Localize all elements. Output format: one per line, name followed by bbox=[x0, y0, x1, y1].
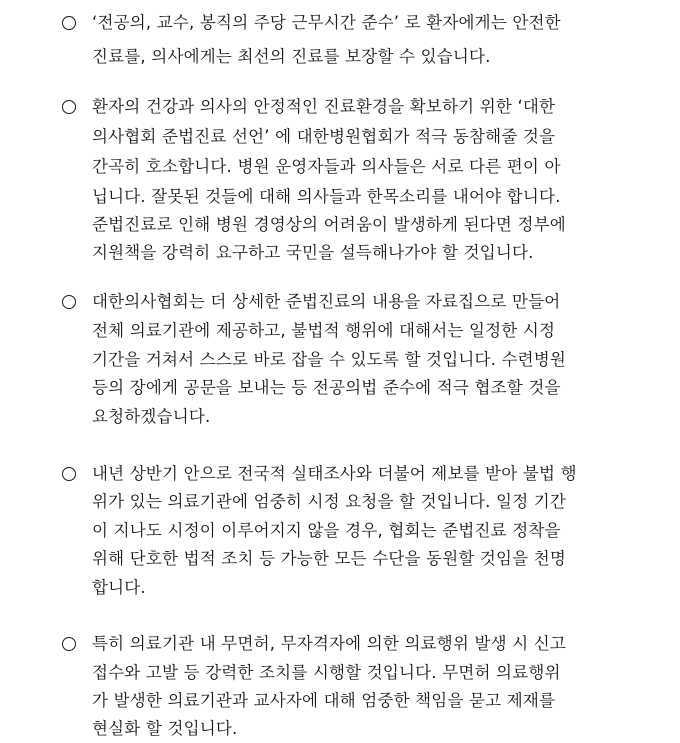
paragraph-line: 환자의 건강과 의사의 안정적인 진료환경을 확보하기 위한 ‘대한 bbox=[92, 97, 556, 116]
paragraph-line: 내년 상반기 안으로 전국적 실태조사와 더불어 제보를 받아 불법 행 bbox=[92, 464, 577, 483]
circle-bullet-icon bbox=[62, 100, 76, 114]
paragraph-line: 위해 단호한 법적 조치 등 가능한 모든 수단을 동원할 것임을 천명 bbox=[92, 549, 567, 568]
paragraph-line: 요청하겠습니다. bbox=[92, 407, 211, 426]
paragraph-line: 대한의사협회는 더 상세한 준법진료의 내용을 자료집으로 만들어 bbox=[92, 292, 561, 311]
paragraph-line: 이 지나도 시정이 이루어지지 않을 경우, 협회는 준법진료 정착을 bbox=[92, 521, 561, 540]
paragraph-line: 기간을 거쳐서 스스로 바로 잡을 수 있도록 할 것입니다. 수련병원 bbox=[92, 350, 567, 369]
paragraph-line: 닙니다. 잘못된 것들에 대해 의사들과 한목소리를 내어야 합니다. bbox=[92, 187, 561, 206]
paragraph-line: 특히 의료기관 내 무면허, 무자격자에 의한 의료행위 발생 시 신고 bbox=[92, 634, 567, 653]
paragraph-line: 간곡히 호소합니다. 병원 운영자들과 의사들은 서로 다른 편이 아 bbox=[92, 157, 561, 176]
paragraph-line: 의사협회 준법진료 선언’ 에 대한병원협회가 적극 동참해줄 것을 bbox=[92, 127, 556, 146]
paragraph-line: 진료를, 의사에게는 최선의 진료를 보장할 수 있습니다. bbox=[92, 47, 491, 66]
paragraph-line: 합니다. bbox=[92, 578, 146, 597]
circle-bullet-icon bbox=[62, 467, 76, 481]
paragraph-line: 등의 장에게 공문을 보내는 등 전공의법 준수에 적극 협조할 것을 bbox=[92, 378, 561, 397]
circle-bullet-icon bbox=[62, 295, 76, 309]
circle-bullet-icon bbox=[62, 16, 76, 30]
circle-bullet-icon bbox=[62, 637, 76, 651]
paragraph-line: ‘전공의, 교수, 봉직의 주당 근무시간 준수’ 로 환자에게는 안전한 bbox=[92, 13, 561, 32]
paragraph-line: 가 발생한 의료기관과 교사자에 대해 엄중한 책임을 묻고 제재를 bbox=[92, 691, 556, 710]
paragraph-line: 전체 의료기관에 제공하고, 불법적 행위에 대해서는 일정한 시정 bbox=[92, 321, 556, 340]
paragraph-line: 지원책을 강력히 요구하고 국민을 설득해나가야 할 것입니다. bbox=[92, 243, 534, 262]
paragraph-line: 위가 있는 의료기관에 엄중히 시정 요청을 할 것입니다. 일정 기간 bbox=[92, 492, 567, 511]
paragraph-line: 현실화 할 것입니다. bbox=[92, 719, 238, 738]
paragraph-line: 접수와 고발 등 강력한 조치를 시행할 것입니다. 무면허 의료행위 bbox=[92, 663, 561, 682]
paragraph-line: 준법진료로 인해 병원 경영상의 어려움이 발생하게 된다면 정부에 bbox=[92, 215, 566, 234]
